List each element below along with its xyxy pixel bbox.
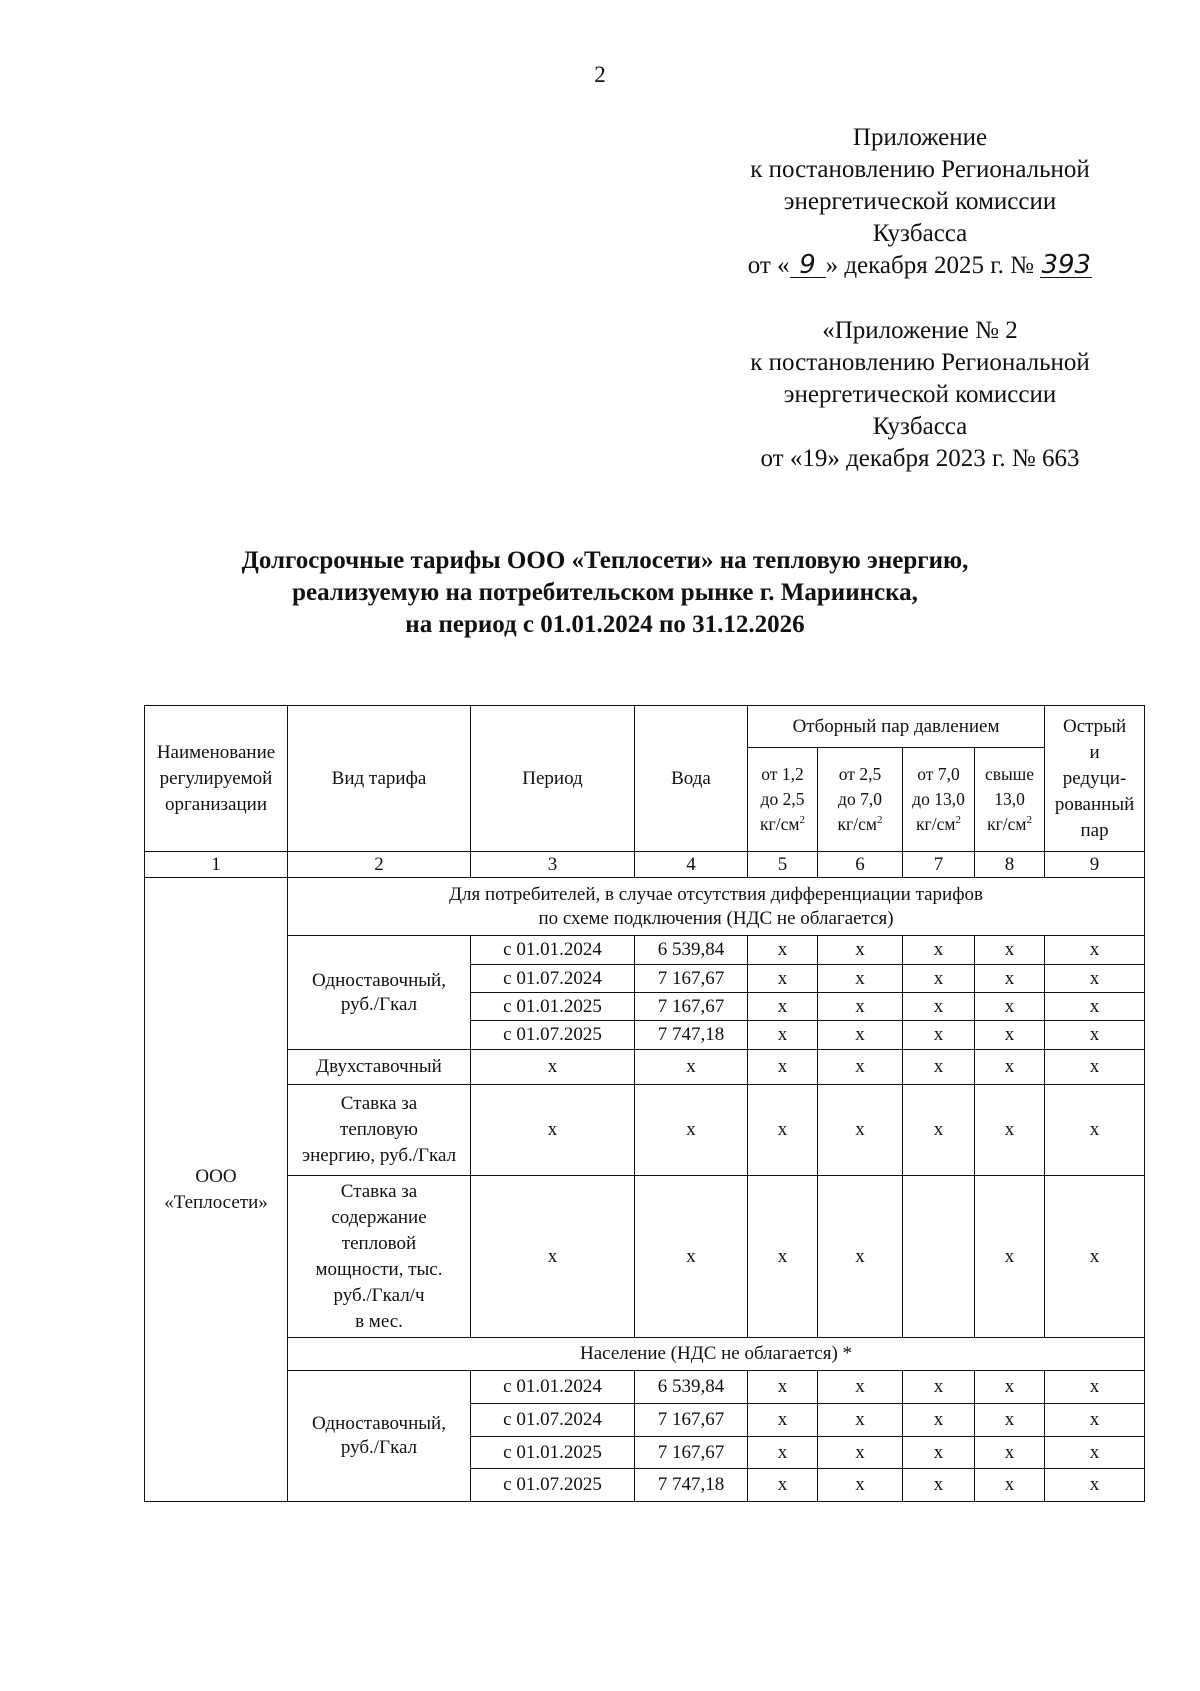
cell-value: х: [903, 1404, 975, 1437]
col-number: 7: [903, 852, 975, 878]
cell-value: х: [975, 1021, 1045, 1050]
handwritten-doc-number: 393: [1041, 250, 1092, 280]
col-number: 3: [471, 852, 635, 878]
appendix-current-line3: энергетической комиссии: [783, 188, 1057, 215]
cell-value: х: [903, 1021, 975, 1050]
water-value: 6 539,84: [635, 936, 748, 965]
cell-value: х: [1045, 1371, 1145, 1404]
cell-value: х: [975, 1176, 1045, 1338]
period-cell: с 01.07.2025: [471, 1469, 635, 1502]
header-pressure-1: от 1,2 до 2,5 $кг/см^2$: [748, 748, 818, 852]
title-line1: Долгосрочные тарифы ООО «Теплосети» на тепловую энергию,: [241, 547, 969, 574]
energy-rate-row: [145, 1085, 1145, 1176]
cell-value: х: [818, 1021, 903, 1050]
cell-value: х: [903, 1371, 975, 1404]
energy-rate-label: Ставка за тепловую энергию, руб./Гкал: [288, 1085, 471, 1176]
cell-value: х: [748, 1021, 818, 1050]
col-number: 2: [288, 852, 471, 878]
water-value: 7 747,18: [635, 1021, 748, 1050]
cell-value: х: [748, 965, 818, 993]
cell-value: х: [903, 936, 975, 965]
column-numbers-row: [145, 852, 1145, 878]
header-organization: Наименование регулируемой организации: [145, 706, 288, 852]
appendix-prior-line4: Кузбасса: [872, 413, 968, 440]
cell-value: х: [748, 1085, 818, 1176]
water-value: 7 167,67: [635, 965, 748, 993]
cell-value: х: [903, 1050, 975, 1085]
header-water: Вода: [635, 706, 748, 852]
cell-value: х: [1045, 936, 1145, 965]
col-number: 9: [1045, 852, 1145, 878]
cell-value: х: [471, 1176, 635, 1338]
cell-value: х: [903, 993, 975, 1021]
cell-value: х: [975, 1437, 1045, 1469]
water-value: 7 747,18: [635, 1469, 748, 1502]
period-cell: с 01.01.2024: [471, 1371, 635, 1404]
col-number: 5: [748, 852, 818, 878]
cell-value: х: [975, 965, 1045, 993]
cell-value: х: [1045, 1404, 1145, 1437]
cell-value: х: [748, 993, 818, 1021]
header-pressure-3: от 7,0 до 13,0 $кг/см^2$: [903, 748, 975, 852]
section1-row: [145, 878, 1145, 936]
appendix-current-line1: Приложение: [852, 124, 988, 151]
appendix-current-date: [700, 250, 1140, 282]
cell-value: х: [818, 1469, 903, 1502]
tariff-table: [144, 705, 1145, 1502]
section2-row: [145, 1338, 1145, 1371]
single-rate-label: Одноставочный, руб./Гкал: [288, 1371, 471, 1502]
cell-value: х: [975, 1371, 1045, 1404]
two-rate-label: Двухставочный: [288, 1050, 471, 1085]
cell-value: [903, 1176, 975, 1338]
capacity-rate-row: [145, 1176, 1145, 1338]
cell-value: х: [1045, 1021, 1145, 1050]
cell-value: х: [1045, 1469, 1145, 1502]
col-number: 1: [145, 852, 288, 878]
appendix-prior-line1: «Приложение № 2: [822, 317, 1018, 344]
appendix-current-line4: Кузбасса: [872, 220, 968, 247]
cell-value: х: [1045, 1050, 1145, 1085]
appendix-prior-line2: к постановлению Региональной: [750, 349, 1090, 376]
cell-value: х: [1045, 1085, 1145, 1176]
cell-value: х: [818, 1176, 903, 1338]
cell-value: х: [635, 1050, 748, 1085]
cell-value: х: [748, 1404, 818, 1437]
cell-value: х: [471, 1085, 635, 1176]
cell-value: х: [748, 1371, 818, 1404]
water-value: 7 167,67: [635, 993, 748, 1021]
cell-value: х: [748, 1050, 818, 1085]
header-pressure-2: от 2,5 до 7,0 $кг/см^2$: [818, 748, 903, 852]
cell-value: х: [818, 965, 903, 993]
cell-value: х: [818, 1050, 903, 1085]
cell-value: х: [748, 1469, 818, 1502]
cell-value: х: [635, 1176, 748, 1338]
header-tariff-type: Вид тарифа: [288, 706, 471, 852]
cell-value: х: [975, 1404, 1045, 1437]
cell-value: х: [818, 1371, 903, 1404]
period-cell: с 01.01.2025: [471, 993, 635, 1021]
handwritten-day: 9: [790, 253, 826, 278]
table-row: [145, 1371, 1145, 1404]
cell-value: х: [818, 1085, 903, 1176]
col-number: 8: [975, 852, 1045, 878]
header-sharp-steam: Острый и редуци- рованный пар: [1045, 706, 1145, 852]
cell-value: х: [635, 1085, 748, 1176]
cell-value: х: [748, 1437, 818, 1469]
title-line3: на период с 01.01.2024 по 31.12.2026: [405, 611, 805, 638]
cell-value: х: [975, 993, 1045, 1021]
header-pressure-4: свыше 13,0 $кг/см^2$: [975, 748, 1045, 852]
document-title: [170, 545, 1040, 641]
cell-value: х: [975, 1085, 1045, 1176]
period-cell: с 01.01.2025: [471, 1437, 635, 1469]
period-cell: с 01.07.2024: [471, 1404, 635, 1437]
cell-value: х: [903, 1469, 975, 1502]
section2-heading: Население (НДС не облагается) *: [288, 1338, 1145, 1371]
cell-value: х: [975, 1469, 1045, 1502]
date-prefix: от «: [747, 252, 790, 279]
col-number: 6: [818, 852, 903, 878]
col-number: 4: [635, 852, 748, 878]
period-cell: с 01.01.2024: [471, 936, 635, 965]
cell-value: х: [1045, 965, 1145, 993]
table-row: [145, 936, 1145, 965]
cell-value: х: [1045, 1176, 1145, 1338]
appendix-prior-line5: от «19» декабря 2023 г. № 663: [760, 445, 1080, 472]
cell-value: х: [975, 1050, 1045, 1085]
water-value: 6 539,84: [635, 1371, 748, 1404]
appendix-current: [700, 122, 1140, 282]
period-cell: с 01.07.2024: [471, 965, 635, 993]
cell-value: х: [975, 936, 1045, 965]
header-period: Период: [471, 706, 635, 852]
organization-cell: ООО «Теплосети»: [145, 878, 288, 1502]
two-rate-row: [145, 1050, 1145, 1085]
cell-value: х: [1045, 1437, 1145, 1469]
header-row-1: [145, 706, 1145, 748]
capacity-rate-label: Ставка за содержание тепловой мощности, тыс. руб./Гкал/ч в мес.: [288, 1176, 471, 1338]
cell-value: х: [818, 993, 903, 1021]
cell-value: х: [748, 1176, 818, 1338]
title-line2: реализуемую на потребительском рынке г. Мариинска,: [292, 579, 918, 606]
appendix-prior: [700, 315, 1140, 475]
cell-value: х: [1045, 993, 1145, 1021]
cell-value: х: [818, 1437, 903, 1469]
water-value: 7 167,67: [635, 1437, 748, 1469]
cell-value: х: [818, 1404, 903, 1437]
cell-value: х: [818, 936, 903, 965]
appendix-current-line2: к постановлению Региональной: [750, 156, 1090, 183]
cell-value: х: [471, 1050, 635, 1085]
cell-value: х: [748, 936, 818, 965]
water-value: 7 167,67: [635, 1404, 748, 1437]
appendix-prior-line3: энергетической комиссии: [783, 381, 1057, 408]
cell-value: х: [903, 965, 975, 993]
header-steam-group: Отборный пар давлением: [748, 706, 1045, 748]
cell-value: х: [903, 1085, 975, 1176]
page-number: 2: [594, 62, 606, 87]
period-cell: с 01.07.2025: [471, 1021, 635, 1050]
single-rate-label: Одноставочный, руб./Гкал: [288, 936, 471, 1050]
cell-value: х: [903, 1437, 975, 1469]
section1-heading: Для потребителей, в случае отсутствия дифференциации тарифов по схеме подключения (НДС не облагается): [288, 878, 1145, 936]
date-middle: » декабря 2025 г. №: [825, 252, 1035, 279]
